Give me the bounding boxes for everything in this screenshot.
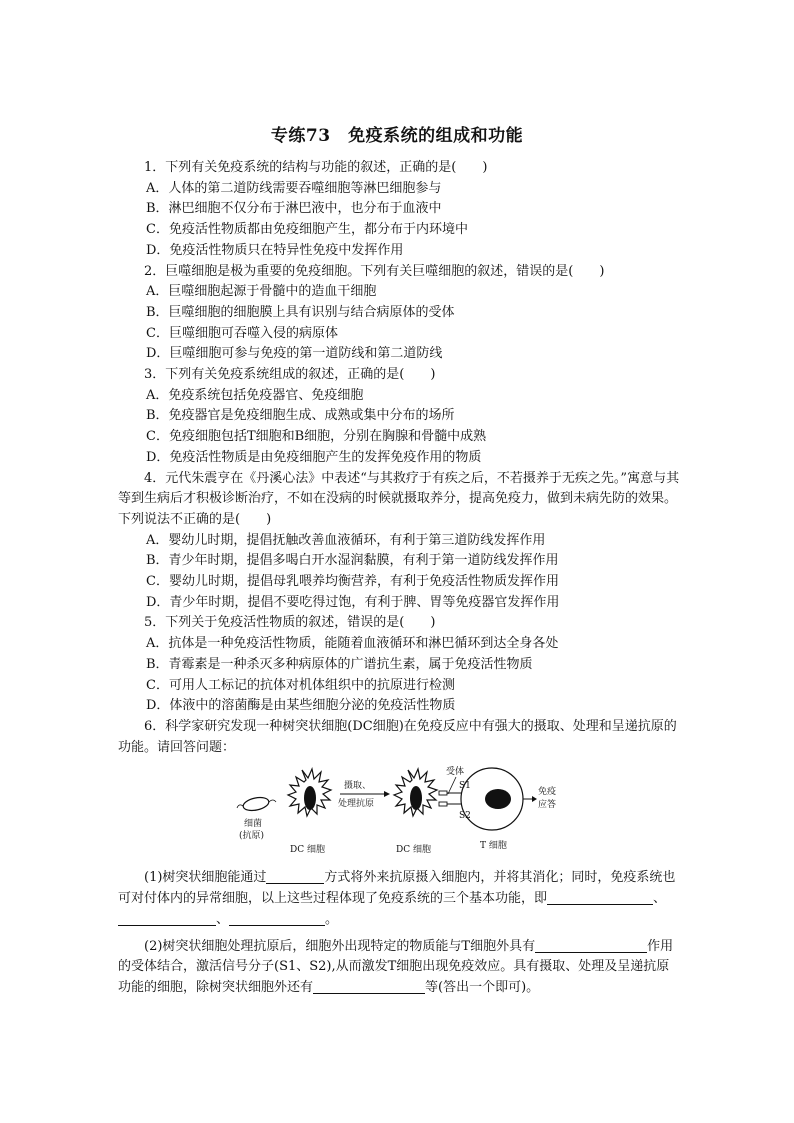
answer-blank-5[interactable]: [535, 938, 647, 953]
question-3-stem: 3．下列有关免疫系统组成的叙述，正确的是( ): [144, 367, 436, 383]
answer-blank-2[interactable]: [547, 890, 653, 905]
page-title: 专练73 免疫系统的组成和功能: [270, 126, 524, 146]
question-6-part-1-end: 。: [325, 911, 339, 927]
question-2-option-c: C．巨噬细胞可吞噬入侵的病原体: [146, 325, 338, 341]
dc-cell-2-label: DC 细胞: [396, 845, 431, 856]
question-6-part-1-sep-2: 、: [216, 911, 230, 927]
question-1-option-a: A．人体的第二道防线需要吞噬细胞等淋巴细胞参与: [146, 180, 442, 196]
question-2-option-b: B．巨噬细胞的细胞膜上具有识别与结合病原体的受体: [146, 304, 455, 320]
antigen-label: (抗原): [239, 831, 265, 842]
question-3-option-c: C．免疫细胞包括T细胞和B细胞，分别在胸腺和骨髓中成熟: [146, 429, 487, 445]
question-6-stem: 6．科学家研究发现一种树突状细胞(DC细胞)在免疫反应中有强大的摄取、处理和呈递抗原的功能。请回答问题：: [118, 718, 677, 755]
receptor-shape-1: [439, 791, 447, 795]
dc-cell-2-nucleus: [410, 786, 422, 810]
question-1-option-d: D．免疫活性物质只在特异性免疫中发挥作用: [146, 242, 404, 258]
question-4-option-d: D．青少年时期，提倡不要吃得过饱，有利于脾、胃等免疫器官发挥作用: [146, 594, 560, 610]
answer-blank-4[interactable]: [229, 911, 325, 926]
question-6-part-1-body: 方式将外来抗原摄入细胞内，并将其消化；同时，免疫系统也可对付体内的异常细胞，以上这些过程体现了免疫系统的三个基本功能，即: [118, 870, 676, 907]
question-6-part-2-body: 作用的受体结合，激活信号分子(S1、S2),从而激发T细胞出现免疫效应。具有摄取、处理及呈递抗原功能的细胞，除树突状细胞外还有: [118, 938, 674, 995]
question-4-option-c: C．婴幼儿时期，提倡母乳喂养均衡营养，有利于免疫活性物质发挥作用: [146, 574, 559, 590]
response-label-1: 免疫: [538, 787, 557, 798]
question-6-part-1-sep-1: 、: [653, 891, 667, 907]
question-6-part-2-lead: (2)树突状细胞处理抗原后，细胞外出现特定的物质能与T细胞外具有: [144, 938, 536, 954]
process-arrow-head: [384, 791, 390, 797]
answer-blank-3[interactable]: [118, 911, 216, 926]
bacteria-shape: [242, 796, 270, 813]
dc-cell-diagram: [118, 762, 680, 862]
process-label-1: 摄取、: [344, 781, 372, 792]
question-2-option-a: A．巨噬细胞起源于骨髓中的造血干细胞: [146, 284, 377, 300]
question-6-part-2: [118, 937, 680, 999]
receptor-label: 受体: [446, 767, 465, 778]
receptor-pointer: [448, 777, 456, 794]
question-4-option-b: B．青少年时期，提倡多喝白开水湿润黏膜，有利于第一道防线发挥作用: [146, 553, 559, 569]
antigen-presentation-figure: [234, 762, 564, 862]
signal-s2-label: S2: [459, 811, 471, 822]
receptor-shape-2: [439, 802, 447, 806]
answer-blank-1[interactable]: [266, 869, 324, 884]
question-1-stem: 1．下列有关免疫系统的结构与功能的叙述，正确的是( ): [144, 160, 488, 175]
question-6-part-1-lead: (1)树突状细胞能通过: [144, 870, 267, 886]
question-3-option-b: B．免疫器官是免疫细胞生成、成熟或集中分布的场所: [146, 408, 455, 424]
question-5-option-c: C．可用人工标记的抗体对机体组织中的抗原进行检测: [146, 677, 455, 693]
signal-s1-label: S1: [459, 781, 471, 792]
question-2-option-d: D．巨噬细胞可参与免疫的第一道防线和第二道防线: [146, 346, 443, 362]
response-arrow-head: [532, 796, 537, 802]
question-3-option-d: D．免疫活性物质是由免疫细胞产生的发挥免疫作用的物质: [146, 449, 482, 465]
question-5-option-b: B．青霉素是一种杀灭多种病原体的广谱抗生素，属于免疫活性物质: [146, 656, 533, 672]
question-list: [118, 158, 680, 999]
question-5-stem: 5．下列关于免疫活性物质的叙述，错误的是( ): [144, 615, 436, 631]
dc-cell-1-nucleus: [304, 786, 316, 810]
question-6-part-2-end: 等(答出一个即可)。: [425, 979, 540, 995]
t-cell-label: T 细胞: [480, 841, 507, 852]
question-5-option-d: D．体液中的溶菌酶是由某些细胞分泌的免疫活性物质: [146, 698, 456, 714]
question-5-option-a: A．抗体是一种免疫活性物质，能随着血液循环和淋巴循环到达全身各处: [146, 636, 559, 652]
question-1-option-c: C．免疫活性物质都由免疫细胞产生，都分布于内环境中: [146, 222, 468, 238]
question-1-option-b: B．淋巴细胞不仅分布于淋巴液中，也分布于血液中: [146, 201, 442, 217]
question-2-stem: 2．巨噬细胞是极为重要的免疫细胞。下列有关巨噬细胞的叙述，错误的是( ): [144, 263, 605, 279]
dc-cell-1-label: DC 细胞: [290, 845, 325, 856]
question-4-stem: 4．元代朱震亨在《丹溪心法》中表述“与其救疗于有疾之后，不若摄养于无疾之先。”寓意与其等到生病后才积极诊断治疗，不如在没病的时候就摄取养分，提高免疫力，做到未病先防的效果。下列说法不正确的是( ): [118, 470, 680, 527]
bacteria-label: 细菌: [244, 819, 263, 830]
question-6-part-1: [118, 868, 680, 930]
answer-blank-6[interactable]: [313, 979, 425, 994]
t-cell-nucleus: [485, 789, 511, 809]
response-label-2: 应答: [538, 800, 557, 811]
process-label-2: 处理抗原: [338, 799, 375, 810]
question-4-option-a: A．婴幼儿时期，提倡抚触改善血液循环，有利于第三道防线发挥作用: [146, 532, 546, 548]
question-3-option-a: A．免疫系统包括免疫器官、免疫细胞: [146, 387, 364, 403]
